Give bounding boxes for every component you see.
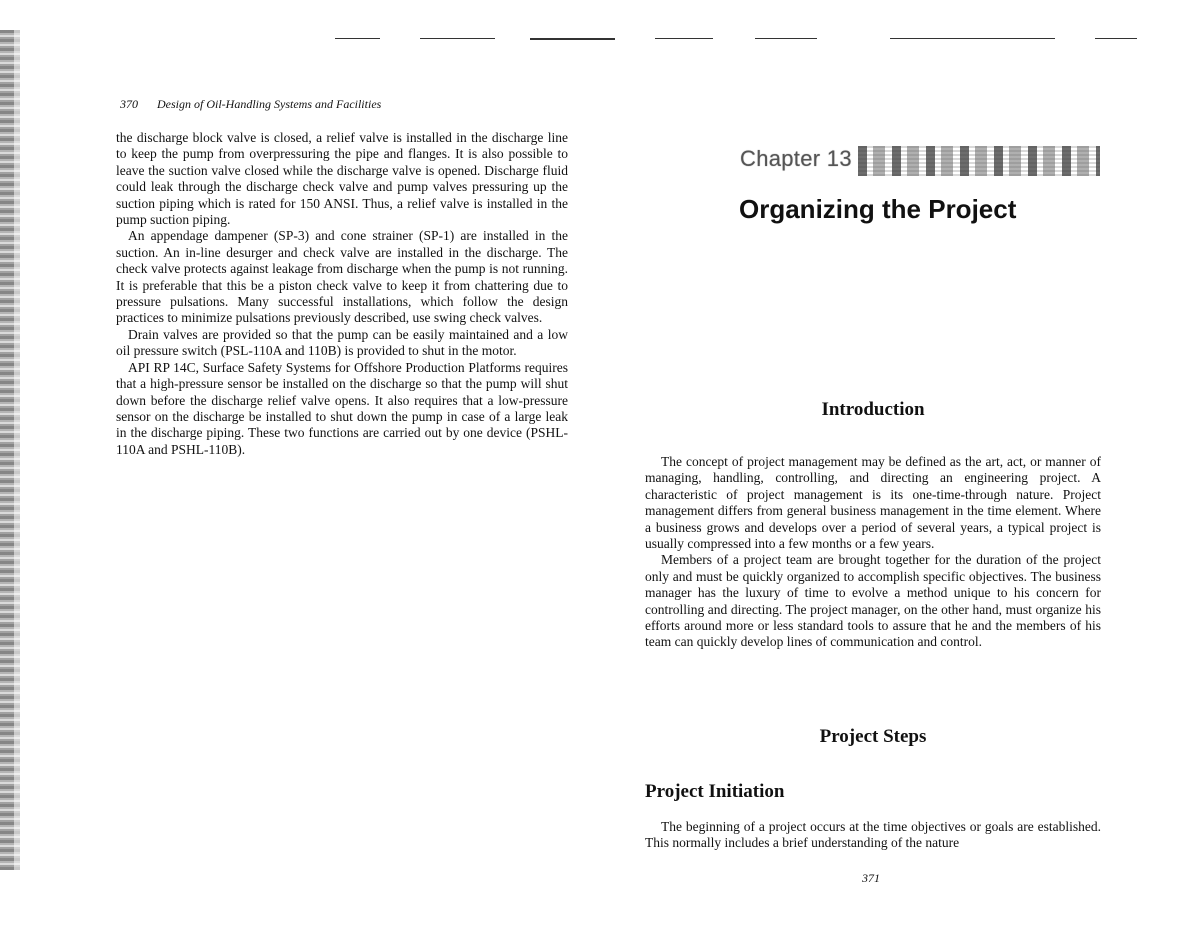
body-paragraph: the discharge block valve is closed, a relief valve is installed in the discharge line to keep the pump from overpressuring the pipe and flanges. It is also possible to leave the suction valve closed while the discharge valve is opened. Discharge fluid could leak through the discharge check valve and pump valves pressuring up the suction piping which is rated for 150 ANSI. Thus, a relief valve is installed in the pump suction piping. [116, 130, 568, 228]
body-paragraph: Members of a project team are brought together for the duration of the project only and must be quickly organized to accomplish specific objectives. The business manager has the luxury of time to evolve a method unique to his concern for controlling and directing. The project manager, on the other hand, must organize his efforts around more or less standard tools to assure that he and the members of his team can quickly develop lines of communication and control. [645, 552, 1101, 650]
project-initiation-body [645, 819, 1101, 852]
scan-binding-edge-inner [14, 30, 20, 870]
scan-artifact-line [755, 38, 817, 39]
subheading-project-initiation: Project Initiation [645, 781, 785, 802]
running-head-title: Design of Oil-Handling Systems and Facilities [157, 97, 382, 111]
scan-artifact-line [890, 38, 1055, 39]
scan-artifact-line [655, 38, 713, 39]
chapter-label: Chapter 13 [740, 146, 852, 171]
left-page-number: 370 [120, 97, 138, 111]
scan-artifact-line [1095, 38, 1137, 39]
body-paragraph: API RP 14C, Surface Safety Systems for Offshore Production Platforms requires that a high-pressure sensor be installed on the discharge so that the pump will shut down before the discharge relief valve opens. It also requires that a low-pressure sensor on the discharge be installed to shut down the pump in case of a large leak in the discharge piping. These two functions are carried out by one device (PSHL-110A and PSHL-110B). [116, 359, 568, 457]
left-running-head [120, 97, 381, 112]
body-paragraph: Drain valves are provided so that the pump can be easily maintained and a low oil pressure switch (PSL-110A and 110B) is provided to shut in the motor. [116, 326, 568, 359]
scan-artifact-line [335, 38, 380, 39]
section-heading-introduction: Introduction [821, 399, 925, 420]
chapter-title: Organizing the Project [739, 194, 1017, 224]
section-heading-project-steps: Project Steps [819, 726, 927, 747]
body-paragraph: An appendage dampener (SP-3) and cone strainer (SP-1) are installed in the suction. An in-line desurger and check valve are installed in the discharge. The check valve protects against leakage from discharge when the pump is not running. It is preferable that this be a piston check valve to keep it from chattering due to pressure pulsations. Many successful installations, which follow the design practices to minimize pulsations previously described, use swing check valves. [116, 228, 568, 326]
body-paragraph: The concept of project management may be defined as the art, act, or manner of managing, handling, controlling, and directing an engineering project. A characteristic of project management is its one-time-through nature. Project management differs from general business management in the time element. Where a business grows and develops over a period of several years, a typical project is usually compressed into a few months or a few years. [645, 454, 1101, 552]
chapter-banner-texture [858, 146, 1100, 176]
right-page-number: 371 [862, 871, 880, 885]
scan-artifact-line [530, 38, 615, 40]
introduction-body [645, 454, 1101, 651]
scan-artifact-line [420, 38, 495, 39]
scan-binding-edge [0, 30, 14, 870]
body-paragraph: The beginning of a project occurs at the time objectives or goals are established. This normally includes a brief understanding of the nature [645, 819, 1101, 851]
left-page-body [116, 130, 568, 458]
